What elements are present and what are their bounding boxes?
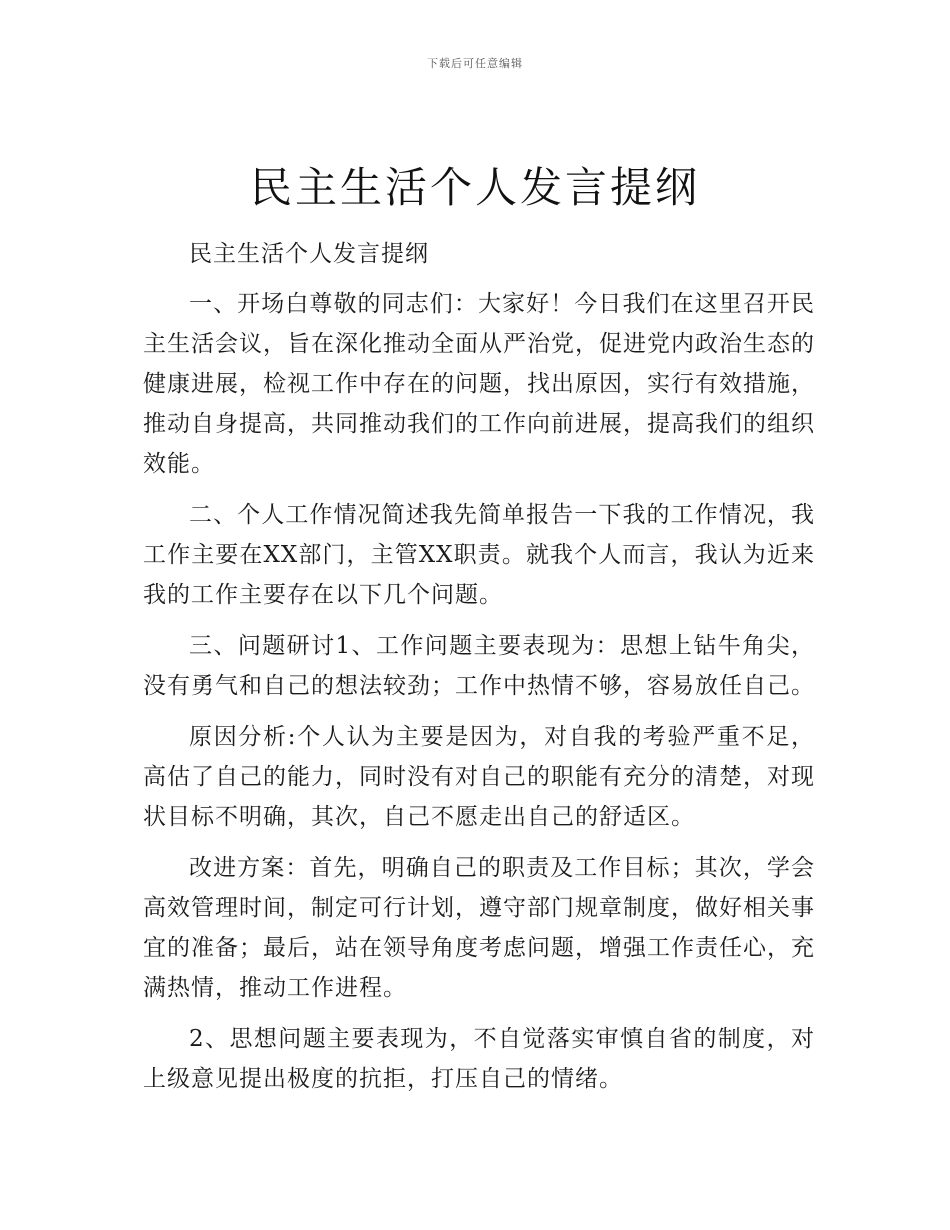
paragraph-work-summary: 二、个人工作情况简述我先简单报告一下我的工作情况，我工作主要在XX部门，主管XX职责。就我个人而言，我认为近来我的工作主要存在以下几个问题。 — [143, 502, 815, 608]
header-note: 下载后可任意编辑 — [427, 57, 523, 70]
paragraph-problem-thought: 2、思想问题主要表现为，不自觉落实审慎自省的制度，对上级意见提出极度的抗拒，打压自己的情绪。 — [143, 1026, 815, 1092]
paragraph-opening: 一、开场白尊敬的同志们：大家好！今日我们在这里召开民主生活会议，旨在深化推动全面从严治党，促进党内政治生态的健康进展，检视工作中存在的问题，找出原因，实行有效措施，推动自身提高，共同推动我们的工作向前进展，提高我们的组织效能。 — [143, 291, 815, 477]
document-body — [143, 234, 815, 1110]
paragraph-subtitle: 民主生活个人发言提纲 — [189, 241, 429, 267]
paragraph-problem-work: 三、问题研讨1、工作问题主要表现为：思想上钻牛角尖，没有勇气和自己的想法较劲；工作中热情不够，容易放任自己。 — [143, 633, 815, 699]
paragraph-cause-analysis: 原因分析:个人认为主要是因为，对自我的考验严重不足，高估了自己的能力，同时没有对自己的职能有充分的清楚，对现状目标不明确，其次，自己不愿走出自己的舒适区。 — [143, 724, 815, 830]
document-title: 民主生活个人发言提纲 — [249, 163, 700, 212]
paragraph-improvement-plan: 改进方案：首先，明确自己的职责及工作目标；其次，学会高效管理时间，制定可行计划，遵守部门规章制度，做好相关事宜的准备；最后，站在领导角度考虑问题，增强工作责任心，充满热情，推动工作进程。 — [143, 855, 815, 1001]
